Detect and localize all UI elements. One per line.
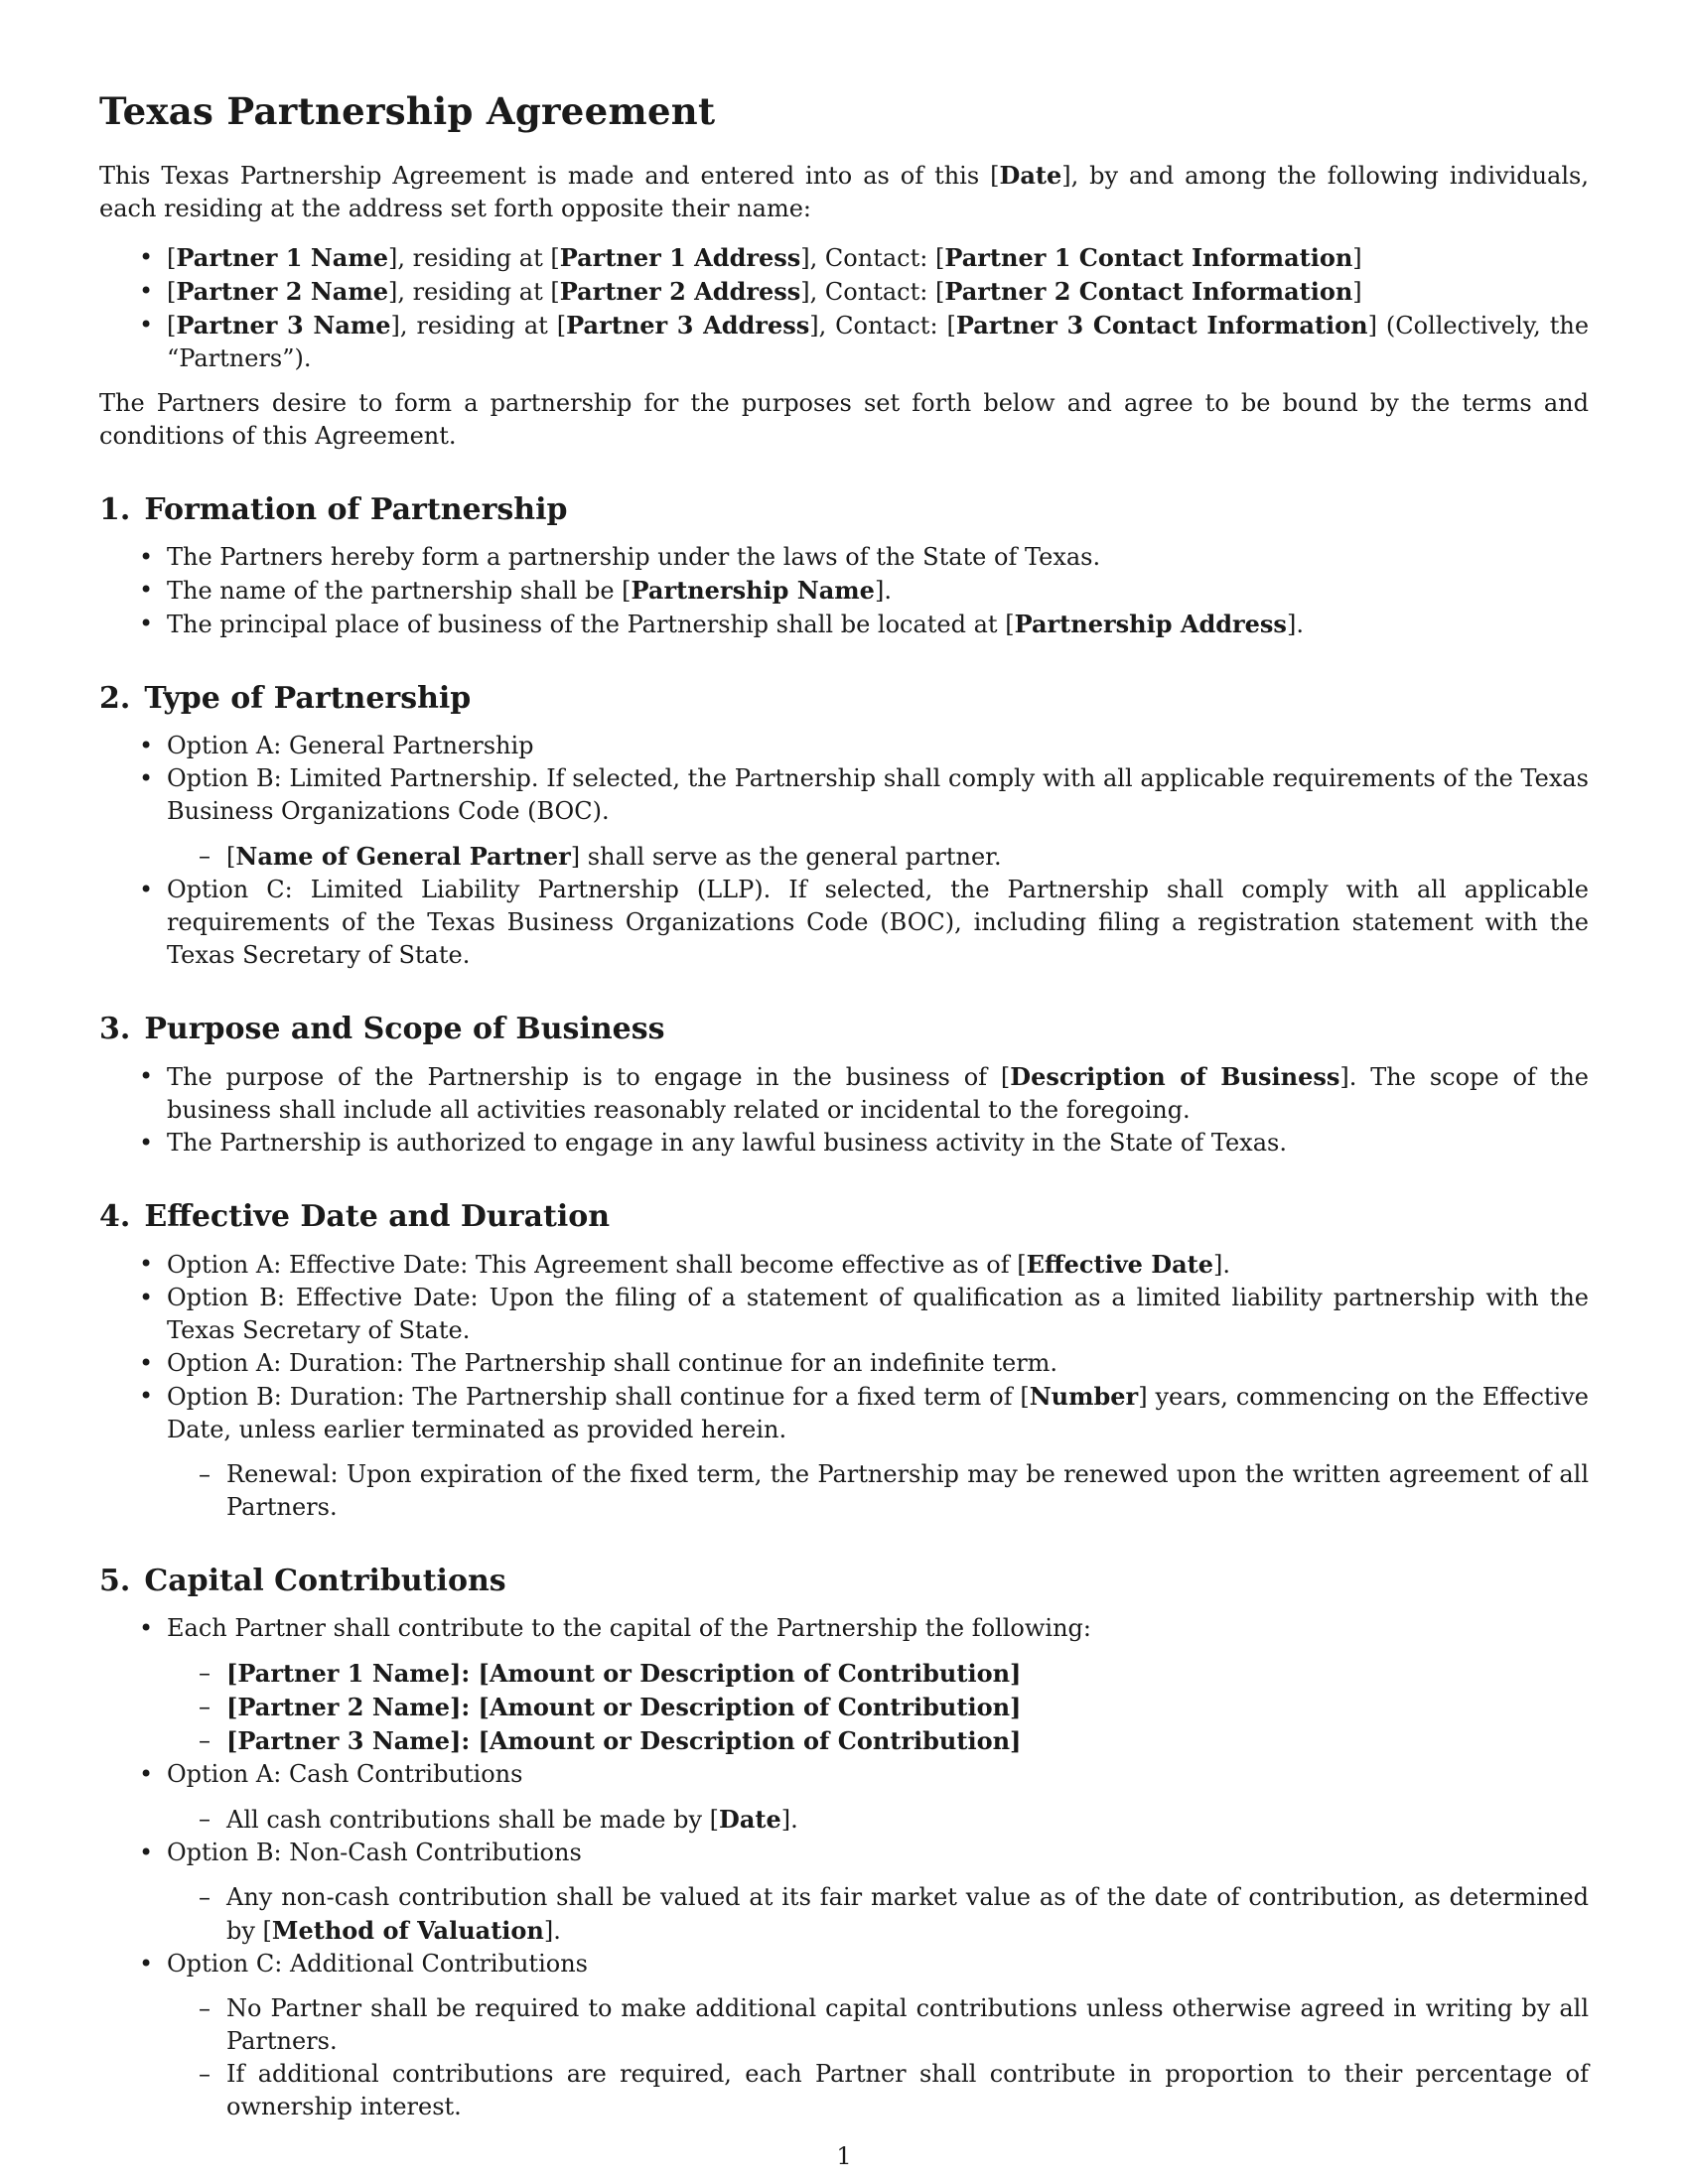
section-number: 2.: [99, 681, 131, 716]
list-item: • Option A: General Partnership: [99, 730, 1589, 762]
section-number: 1.: [99, 492, 131, 527]
list-item: • Option B: Non-Cash Contributions: [99, 1837, 1589, 1869]
sub-list-item: – Renewal: Upon expiration of the fixed term, the Partnership may be renewed upon the written agreement of all Partners.: [99, 1458, 1589, 1524]
item-text: Option A: Effective Date: This Agreement shall become effective as of [: [167, 1251, 1027, 1279]
list-item: • Option B: Effective Date: Upon the filing of a statement of qualification as a limited liability partnership with the Texas Secretary of State.: [99, 1282, 1589, 1347]
section-5-sublist-a: [99, 1803, 1589, 1837]
sub-list-item: – If additional contributions are required, each Partner shall contribute in proportion to their percentage of ownership interest.: [99, 2058, 1589, 2123]
collective-label: ] (Collectively, the “Partners”).: [167, 312, 1590, 372]
list-item: • Option C: Additional Contributions: [99, 1948, 1589, 1980]
sub-list-item: [99, 1803, 1589, 1837]
item-text: ].: [1213, 1251, 1231, 1279]
intro-paragraph: [99, 159, 1589, 225]
section-title: Capital Contributions: [144, 1564, 506, 1598]
partner-item-3: [99, 309, 1589, 375]
item-text: ] years, commencing on the Effective Date, unless earlier terminated as provided herein.: [167, 1383, 1589, 1443]
partner-contact: Partner 2 Contact Information: [944, 277, 1353, 306]
sub-list-item: [99, 1724, 1589, 1758]
partner-name: Partner 1 Name: [237, 1659, 450, 1688]
item-text: [: [226, 843, 236, 871]
section-2-list-cont: [99, 874, 1589, 972]
contact-label: ], Contact: [: [809, 312, 956, 340]
section-3-heading: [99, 1012, 1589, 1046]
document-page: [99, 89, 1589, 2123]
list-item: • Option A: Duration: The Partnership shall continue for an indefinite term.: [99, 1347, 1589, 1380]
contact-label: ], Contact: [: [800, 244, 945, 272]
partner-address: Partner 3 Address: [566, 311, 810, 340]
list-item: • Option B: Limited Partnership. If selected, the Partnership shall comply with all applicable requirements of the Texas Business Organizations Code (BOC).: [99, 762, 1589, 828]
section-title: Effective Date and Duration: [144, 1199, 611, 1234]
section-1-list: [99, 541, 1589, 641]
bracket: [: [167, 312, 177, 340]
placeholder: Number: [1029, 1382, 1139, 1411]
residing-label: ], residing at [: [387, 244, 560, 272]
section-5-heading: [99, 1564, 1589, 1598]
partner-item-2: [99, 275, 1589, 309]
sub-list-item: [99, 840, 1589, 874]
sub-list-item: [99, 1881, 1589, 1948]
partner-address: Partner 1 Address: [559, 243, 801, 272]
bracket: [: [167, 244, 177, 272]
list-item: [99, 608, 1589, 641]
section-2-sublist: [99, 840, 1589, 874]
bracket: [: [226, 1659, 238, 1688]
document-title: Texas Partnership Agreement: [99, 89, 716, 133]
section-2-list: [99, 730, 1589, 828]
placeholder: Effective Date: [1026, 1250, 1214, 1279]
contributions-sublist: [99, 1657, 1589, 1758]
page-number: 1: [836, 2142, 852, 2170]
section-4-sublist: [99, 1458, 1589, 1524]
list-item: [99, 1248, 1589, 1282]
section-1-heading: [99, 492, 1589, 527]
item-text: ] shall serve as the general partner.: [570, 843, 1002, 871]
item-text: Any non-cash contribution shall be valued at its fair market value as of the date of contribution, as determined by [: [226, 1883, 1589, 1945]
partner-contact: Partner 1 Contact Information: [944, 243, 1353, 272]
placeholder: Name of General Partner: [235, 842, 571, 871]
contribution-amount: Amount or Description of Contribution: [489, 1659, 1011, 1688]
list-item: [99, 1380, 1589, 1446]
item-text: ]. The scope of the business shall include all activities reasonably related or incidental to the foregoing.: [167, 1063, 1590, 1124]
section-number: 4.: [99, 1199, 131, 1234]
section-number: 5.: [99, 1564, 131, 1598]
section-5-sublist-b: [99, 1881, 1589, 1948]
section-5-list-a: [99, 1758, 1589, 1791]
item-text: Option B: Duration: The Partnership shall continue for a fixed term of [: [167, 1383, 1030, 1411]
separator: ]: [: [449, 1659, 490, 1688]
contact-label: ], Contact: [: [800, 278, 945, 306]
partner-name: Partner 2 Name: [176, 277, 388, 306]
contribution-amount: Amount or Description of Contribution: [489, 1693, 1011, 1721]
list-item: • Option C: Limited Liability Partnership (LLP). If selected, the Partnership shall comply with all applicable requirements of the Texas Business Organizations Code (BOC), including filing a registration statement with the Texas Secretary of State.: [99, 874, 1589, 972]
bracket: ]: [1010, 1659, 1022, 1688]
separator: ]: [: [449, 1693, 490, 1721]
placeholder: Partnership Name: [631, 576, 875, 605]
contribution-amount: Amount or Description of Contribution: [489, 1726, 1011, 1755]
partner-contact: Partner 3 Contact Information: [955, 311, 1368, 340]
list-item: • The Partnership is authorized to engage in any lawful business activity in the State of Texas.: [99, 1127, 1589, 1160]
item-text: The name of the partnership shall be [: [167, 577, 632, 605]
item-text: The principal place of business of the Partnership shall be located at [: [167, 611, 1015, 638]
desire-paragraph: The Partners desire to form a partnership for the purposes set forth below and agree to be bound by the terms and conditions of this Agreement.: [99, 389, 1589, 450]
bracket: ]: [1352, 278, 1362, 306]
intro-date-placeholder: Date: [999, 161, 1062, 190]
partner-name: Partner 3 Name: [237, 1726, 450, 1755]
bracket: [: [226, 1693, 238, 1721]
residing-label: ], residing at [: [387, 278, 560, 306]
list-item: • Option A: Cash Contributions: [99, 1758, 1589, 1791]
section-title: Purpose and Scope of Business: [144, 1012, 665, 1046]
item-text: The purpose of the Partnership is to engage in the business of [: [167, 1063, 1011, 1091]
bracket: [: [226, 1726, 238, 1755]
bracket: ]: [1010, 1726, 1022, 1755]
section-5-list-c: [99, 1948, 1589, 1980]
list-item: • Each Partner shall contribute to the capital of the Partnership the following:: [99, 1612, 1589, 1645]
item-text: All cash contributions shall be made by [: [226, 1806, 720, 1834]
intro-text: This Texas Partnership Agreement is made and entered into as of this [: [99, 162, 1000, 190]
section-4-list: [99, 1248, 1589, 1446]
separator: ]: [: [449, 1726, 490, 1755]
partner-name: Partner 3 Name: [176, 311, 391, 340]
partner-name: Partner 1 Name: [176, 243, 388, 272]
item-text: ].: [543, 1917, 561, 1945]
list-item: [99, 574, 1589, 608]
section-5-list: [99, 1612, 1589, 1645]
placeholder: Description of Business: [1010, 1062, 1340, 1091]
bracket: [: [167, 278, 177, 306]
item-text: ].: [1286, 611, 1304, 638]
section-4-heading: [99, 1199, 1589, 1234]
section-2-heading: [99, 681, 1589, 716]
sub-list-item: [99, 1657, 1589, 1691]
placeholder: Partnership Address: [1014, 610, 1287, 638]
partners-list: [99, 241, 1589, 375]
list-item: [99, 1060, 1589, 1127]
partner-name: Partner 2 Name: [237, 1693, 450, 1721]
placeholder: Date: [719, 1805, 781, 1834]
item-text: ].: [874, 577, 892, 605]
section-5-sublist-c: [99, 1992, 1589, 2123]
section-3-list: [99, 1060, 1589, 1160]
sub-list-item: – No Partner shall be required to make additional capital contributions unless otherwise agreed in writing by all Partners.: [99, 1992, 1589, 2058]
partner-address: Partner 2 Address: [559, 277, 801, 306]
placeholder: Method of Valuation: [271, 1916, 544, 1945]
bracket: ]: [1010, 1693, 1022, 1721]
section-title: Type of Partnership: [144, 681, 472, 716]
intro-text-end: ], by and among the following individuals, each residing at the address set forth opposite their name:: [99, 162, 1589, 222]
section-5-list-b: [99, 1837, 1589, 1869]
bracket: ]: [1352, 244, 1362, 272]
sub-list-item: [99, 1691, 1589, 1724]
residing-label: ], residing at [: [390, 312, 567, 340]
section-title: Formation of Partnership: [144, 492, 568, 527]
item-text: ].: [780, 1806, 798, 1834]
list-item: • The Partners hereby form a partnership under the laws of the State of Texas.: [99, 541, 1589, 574]
section-number: 3.: [99, 1012, 131, 1046]
partner-item-1: [99, 241, 1589, 275]
